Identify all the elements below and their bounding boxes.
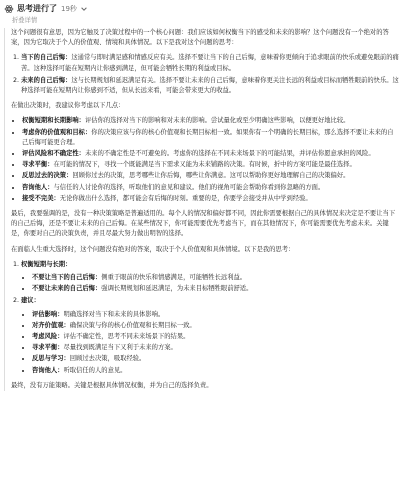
list-item [21,296,399,375]
thinking-title: 思考进行了 [17,3,57,13]
summary-paragraph: 最后，我要强调的是，没有一种决策策略是普遍适用的。每个人的情况和偏好都不同，因此你需要根据自己的具体情况来决定是不要让当下的自己后悔，还是不要让未来的自己后悔。在某些情况下，你可能需要优先考虑当下，而在其他情况下，你可能需要优先考虑未来。关键是，你要对自己的决策负责，并且尽最大努力做出明智的选择。 [11,210,396,238]
list-item [21,260,399,295]
guidance-title: 权衡短期与长期： [21,260,72,268]
factors-intro: 在做出决策时，我建议你考虑以下几点： [11,102,125,110]
list-item: • 反思与学习：回顾过去决策，吸取经验。 [32,354,399,364]
advice-sublist [21,310,399,376]
list-item: • 咨询他人：听取信任的人的意见。 [32,366,399,376]
intro-paragraph: 这个问题很有意思，因为它触及了决策过程中的一个核心问题：我们应该如何权衡当下的感受和未来的影响？这个问题没有一个绝对的答案，因为它取决于个人的价值观、情境和具体情况。以下是我对这个问题的思考： [11,29,389,47]
list-item: • 寻求平衡：在可能的情况下，寻找一个既能满足当下需求又能为未来铺路的决策。有时候，折中的方案可能是最佳选择。 [22,160,399,170]
list-item: • 不要让当下的自己后悔：侧重于眼前的快乐和情感满足，可能牺牲长远利益。 [32,273,399,283]
list-item: • 接受不完美：无论你做出什么选择，都可能会有后悔的时刻。重要的是，你要学会接受并从中学到经验。 [22,194,399,204]
thinking-header[interactable] [4,2,402,16]
list-item: 2. 未来的自己后悔：这与长期规划和延迟满足有关。选择不要让未来的自己后悔，意味着你更关注长远的利益或目标而牺牲眼前的快乐。这种选择可能在短期内让你感到不适，但从长远来看，可能会带来更大的收益。 [21,76,399,96]
collapse-details-link[interactable]: 折叠详情 [12,17,38,24]
guidance-list [11,260,399,376]
list-item: • 考虑风险：评估不确定性，思考不同未来场景下的结果。 [32,332,399,342]
list-item: • 权衡短期和长期影响：评估你的选择对当下的影响和对未来的影响。尝试量化或至少明确这些影响，以便更好地比较。 [22,116,399,126]
list-item: • 反思过去的决策：回顾你过去的决策，思考哪些让你后悔，哪些让你满意。这可以帮助你更好地理解自己的决策偏好。 [22,171,399,181]
perspectives-list [11,53,399,96]
advice-title: 建议： [21,297,40,305]
list-item: • 评估影响：明确选择对当下和未来的具体影响。 [32,310,399,320]
list-item: 1. 当下的自己后悔：这通常与即时满足感和情感反应有关。选择不要让当下的自己后悔，意味着你更倾向于追求眼前的快乐或避免眼前的痛苦。这种选择可能在短期内让你感到满足，但可能会牺牲长期的利益或目标。 [21,53,399,73]
list-item: • 对齐价值观：确保决策与你的核心价值观和长期目标一致。 [32,321,399,331]
factors-list [11,116,399,204]
list-item: • 考虑你的价值观和目标：你的决策应该与你的核心价值观和长期目标相一致。如果你有一个明确的长期目标，那么选择不要让未来的自己后悔可能更合理。 [22,128,399,148]
guidance-sublist [21,273,399,294]
guidance-intro: 在面临人生重大选择时，这个问题没有绝对的答案，取决于个人价值观和具体情境。以下是我的思考： [11,245,295,253]
thinking-duration: 19秒 [61,4,77,13]
final-paragraph: 最终，没有万能策略。关键是根据具体情况权衡，并为自己的选择负责。 [11,381,213,389]
list-item: • 咨询他人：与信任的人讨论你的选择，听取他们的意见和建议。他们的视角可能会帮助你看到你忽略的方面。 [22,183,399,193]
chevron-down-icon[interactable] [80,5,88,13]
thinking-content [4,28,399,391]
atom-icon [4,4,14,14]
list-item: • 寻求平衡：尽量找到既满足当下又利于未来的方案。 [32,343,399,353]
list-item: • 不要让未来的自己后悔：强调长期规划和延迟满足，为未来目标牺牲眼前舒适。 [32,284,399,294]
thinking-block [4,2,402,396]
list-item: • 评估风险和不确定性：未来的不确定性是不可避免的。考虑你的选择在不同未来场景下的可能结果，并评估你愿意承担的风险。 [22,149,399,159]
